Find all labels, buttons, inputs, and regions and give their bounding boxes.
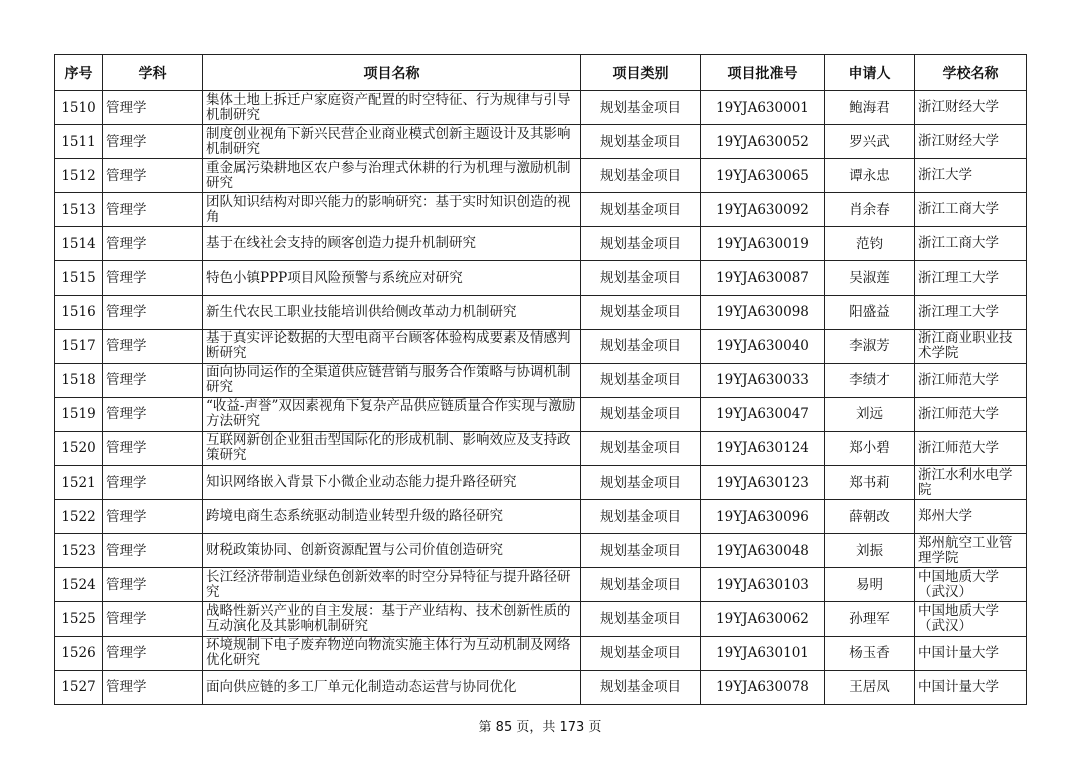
- table-row: [55, 534, 1027, 568]
- cell-subject: 管理学: [103, 431, 203, 465]
- cell-subject: 管理学: [103, 193, 203, 227]
- cell-project-category: 规划基金项目: [581, 295, 701, 329]
- cell-subject: 管理学: [103, 363, 203, 397]
- cell-approval-number: 19YJA630092: [701, 193, 825, 227]
- cell-index: 1510: [55, 91, 103, 125]
- cell-project-name: 新生代农民工职业技能培训供给侧改革动力机制研究: [203, 295, 581, 329]
- col-header-approval-number: 项目批准号: [701, 55, 825, 91]
- cell-approval-number: 19YJA630101: [701, 636, 825, 670]
- project-table: [54, 54, 1027, 705]
- cell-project-category: 规划基金项目: [581, 125, 701, 159]
- cell-subject: 管理学: [103, 261, 203, 295]
- cell-subject: 管理学: [103, 329, 203, 363]
- cell-subject: 管理学: [103, 636, 203, 670]
- col-header-project-name: 项目名称: [203, 55, 581, 91]
- cell-project-category: 规划基金项目: [581, 91, 701, 125]
- cell-index: 1513: [55, 193, 103, 227]
- cell-approval-number: 19YJA630052: [701, 125, 825, 159]
- col-header-school: 学校名称: [915, 55, 1027, 91]
- table-row: [55, 568, 1027, 602]
- cell-project-name: 环境规制下电子废弃物逆向物流实施主体行为互动机制及网络优化研究: [203, 636, 581, 670]
- table-row: [55, 159, 1027, 193]
- cell-approval-number: 19YJA630124: [701, 431, 825, 465]
- table-row: [55, 500, 1027, 534]
- cell-school: 浙江财经大学: [915, 91, 1027, 125]
- table-row: [55, 125, 1027, 159]
- cell-approval-number: 19YJA630087: [701, 261, 825, 295]
- cell-subject: 管理学: [103, 500, 203, 534]
- cell-approval-number: 19YJA630065: [701, 159, 825, 193]
- table-row: [55, 636, 1027, 670]
- cell-applicant: 郑书莉: [825, 466, 915, 500]
- cell-subject: 管理学: [103, 397, 203, 431]
- cell-applicant: 刘振: [825, 534, 915, 568]
- cell-project-name: 面向协同运作的全渠道供应链营销与服务合作策略与协调机制研究: [203, 363, 581, 397]
- cell-applicant: 鲍海君: [825, 91, 915, 125]
- cell-approval-number: 19YJA630019: [701, 227, 825, 261]
- cell-approval-number: 19YJA630048: [701, 534, 825, 568]
- cell-project-name: 团队知识结构对即兴能力的影响研究：基于实时知识创造的视角: [203, 193, 581, 227]
- cell-approval-number: 19YJA630098: [701, 295, 825, 329]
- cell-index: 1526: [55, 636, 103, 670]
- cell-project-category: 规划基金项目: [581, 363, 701, 397]
- table-body: [55, 91, 1027, 705]
- cell-applicant: 刘远: [825, 397, 915, 431]
- cell-school: 中国计量大学: [915, 636, 1027, 670]
- cell-project-name: 集体土地上拆迁户家庭资产配置的时空特征、行为规律与引导机制研究: [203, 91, 581, 125]
- cell-project-category: 规划基金项目: [581, 466, 701, 500]
- cell-school: 中国地质大学（武汉）: [915, 568, 1027, 602]
- cell-applicant: 肖余春: [825, 193, 915, 227]
- cell-project-category: 规划基金项目: [581, 431, 701, 465]
- cell-project-name: 基于在线社会支持的顾客创造力提升机制研究: [203, 227, 581, 261]
- cell-approval-number: 19YJA630062: [701, 602, 825, 636]
- cell-applicant: 杨玉香: [825, 636, 915, 670]
- cell-school: 浙江师范大学: [915, 363, 1027, 397]
- cell-project-category: 规划基金项目: [581, 159, 701, 193]
- cell-approval-number: 19YJA630001: [701, 91, 825, 125]
- cell-applicant: 李淑芳: [825, 329, 915, 363]
- cell-school: 浙江工商大学: [915, 227, 1027, 261]
- cell-project-category: 规划基金项目: [581, 329, 701, 363]
- cell-subject: 管理学: [103, 125, 203, 159]
- cell-applicant: 王居凤: [825, 670, 915, 704]
- cell-project-category: 规划基金项目: [581, 397, 701, 431]
- cell-project-category: 规划基金项目: [581, 568, 701, 602]
- table-row: [55, 466, 1027, 500]
- table-row: [55, 602, 1027, 636]
- cell-project-name: “收益-声誉”双因素视角下复杂产品供应链质量合作实现与激励方法研究: [203, 397, 581, 431]
- cell-subject: 管理学: [103, 568, 203, 602]
- page-number-footer: 第 85 页，共 173 页: [478, 720, 602, 735]
- document-sheet: [54, 54, 1027, 705]
- cell-project-category: 规划基金项目: [581, 636, 701, 670]
- header-row: [55, 55, 1027, 91]
- cell-index: 1519: [55, 397, 103, 431]
- cell-approval-number: 19YJA630123: [701, 466, 825, 500]
- table-row: [55, 329, 1027, 363]
- table-row: [55, 431, 1027, 465]
- cell-project-name: 财税政策协同、创新资源配置与公司价值创造研究: [203, 534, 581, 568]
- col-header-project-category: 项目类别: [581, 55, 701, 91]
- cell-project-name: 基于真实评论数据的大型电商平台顾客体验构成要素及情感判断研究: [203, 329, 581, 363]
- cell-applicant: 孙理军: [825, 602, 915, 636]
- cell-project-name: 制度创业视角下新兴民营企业商业模式创新主题设计及其影响机制研究: [203, 125, 581, 159]
- col-header-applicant: 申请人: [825, 55, 915, 91]
- cell-subject: 管理学: [103, 159, 203, 193]
- cell-subject: 管理学: [103, 602, 203, 636]
- cell-school: 郑州大学: [915, 500, 1027, 534]
- cell-project-category: 规划基金项目: [581, 227, 701, 261]
- table-row: [55, 261, 1027, 295]
- cell-applicant: 谭永忠: [825, 159, 915, 193]
- cell-school: 中国地质大学（武汉）: [915, 602, 1027, 636]
- cell-project-name: 面向供应链的多工厂单元化制造动态运营与协同优化: [203, 670, 581, 704]
- cell-school: 郑州航空工业管理学院: [915, 534, 1027, 568]
- cell-applicant: 郑小碧: [825, 431, 915, 465]
- cell-school: 浙江理工大学: [915, 295, 1027, 329]
- cell-applicant: 易明: [825, 568, 915, 602]
- cell-approval-number: 19YJA630103: [701, 568, 825, 602]
- cell-project-category: 规划基金项目: [581, 500, 701, 534]
- cell-applicant: 罗兴武: [825, 125, 915, 159]
- cell-index: 1512: [55, 159, 103, 193]
- table-row: [55, 227, 1027, 261]
- cell-project-name: 跨境电商生态系统驱动制造业转型升级的路径研究: [203, 500, 581, 534]
- cell-subject: 管理学: [103, 91, 203, 125]
- cell-school: 浙江水利水电学院: [915, 466, 1027, 500]
- cell-subject: 管理学: [103, 670, 203, 704]
- cell-subject: 管理学: [103, 295, 203, 329]
- cell-index: 1527: [55, 670, 103, 704]
- cell-approval-number: 19YJA630040: [701, 329, 825, 363]
- table-row: [55, 193, 1027, 227]
- cell-index: 1522: [55, 500, 103, 534]
- col-header-subject: 学科: [103, 55, 203, 91]
- cell-approval-number: 19YJA630078: [701, 670, 825, 704]
- cell-school: 浙江财经大学: [915, 125, 1027, 159]
- cell-index: 1517: [55, 329, 103, 363]
- cell-index: 1516: [55, 295, 103, 329]
- cell-school: 浙江理工大学: [915, 261, 1027, 295]
- cell-index: 1511: [55, 125, 103, 159]
- table-row: [55, 91, 1027, 125]
- cell-index: 1524: [55, 568, 103, 602]
- cell-project-category: 规划基金项目: [581, 193, 701, 227]
- table-row: [55, 363, 1027, 397]
- cell-index: 1514: [55, 227, 103, 261]
- cell-school: 浙江师范大学: [915, 397, 1027, 431]
- cell-project-name: 知识网络嵌入背景下小微企业动态能力提升路径研究: [203, 466, 581, 500]
- cell-applicant: 薛朝改: [825, 500, 915, 534]
- cell-applicant: 李绩才: [825, 363, 915, 397]
- cell-school: 中国计量大学: [915, 670, 1027, 704]
- cell-applicant: 阳盛益: [825, 295, 915, 329]
- cell-index: 1520: [55, 431, 103, 465]
- cell-project-name: 战略性新兴产业的自主发展：基于产业结构、技术创新性质的互动演化及其影响机制研究: [203, 602, 581, 636]
- cell-subject: 管理学: [103, 227, 203, 261]
- cell-project-category: 规划基金项目: [581, 602, 701, 636]
- cell-project-name: 长江经济带制造业绿色创新效率的时空分异特征与提升路径研究: [203, 568, 581, 602]
- cell-approval-number: 19YJA630033: [701, 363, 825, 397]
- table-row: [55, 670, 1027, 704]
- cell-applicant: 吴淑莲: [825, 261, 915, 295]
- cell-approval-number: 19YJA630047: [701, 397, 825, 431]
- cell-index: 1523: [55, 534, 103, 568]
- cell-school: 浙江大学: [915, 159, 1027, 193]
- cell-index: 1518: [55, 363, 103, 397]
- cell-project-category: 规划基金项目: [581, 534, 701, 568]
- cell-school: 浙江工商大学: [915, 193, 1027, 227]
- cell-subject: 管理学: [103, 534, 203, 568]
- cell-project-name: 重金属污染耕地区农户参与治理式休耕的行为机理与激励机制研究: [203, 159, 581, 193]
- cell-project-name: 特色小镇PPP项目风险预警与系统应对研究: [203, 261, 581, 295]
- table-row: [55, 397, 1027, 431]
- table-row: [55, 295, 1027, 329]
- cell-school: 浙江师范大学: [915, 431, 1027, 465]
- cell-index: 1515: [55, 261, 103, 295]
- cell-approval-number: 19YJA630096: [701, 500, 825, 534]
- cell-project-category: 规划基金项目: [581, 670, 701, 704]
- cell-applicant: 范钧: [825, 227, 915, 261]
- cell-index: 1521: [55, 466, 103, 500]
- cell-subject: 管理学: [103, 466, 203, 500]
- cell-project-name: 互联网新创企业狙击型国际化的形成机制、影响效应及支持政策研究: [203, 431, 581, 465]
- col-header-index: 序号: [55, 55, 103, 91]
- cell-index: 1525: [55, 602, 103, 636]
- cell-project-category: 规划基金项目: [581, 261, 701, 295]
- cell-school: 浙江商业职业技术学院: [915, 329, 1027, 363]
